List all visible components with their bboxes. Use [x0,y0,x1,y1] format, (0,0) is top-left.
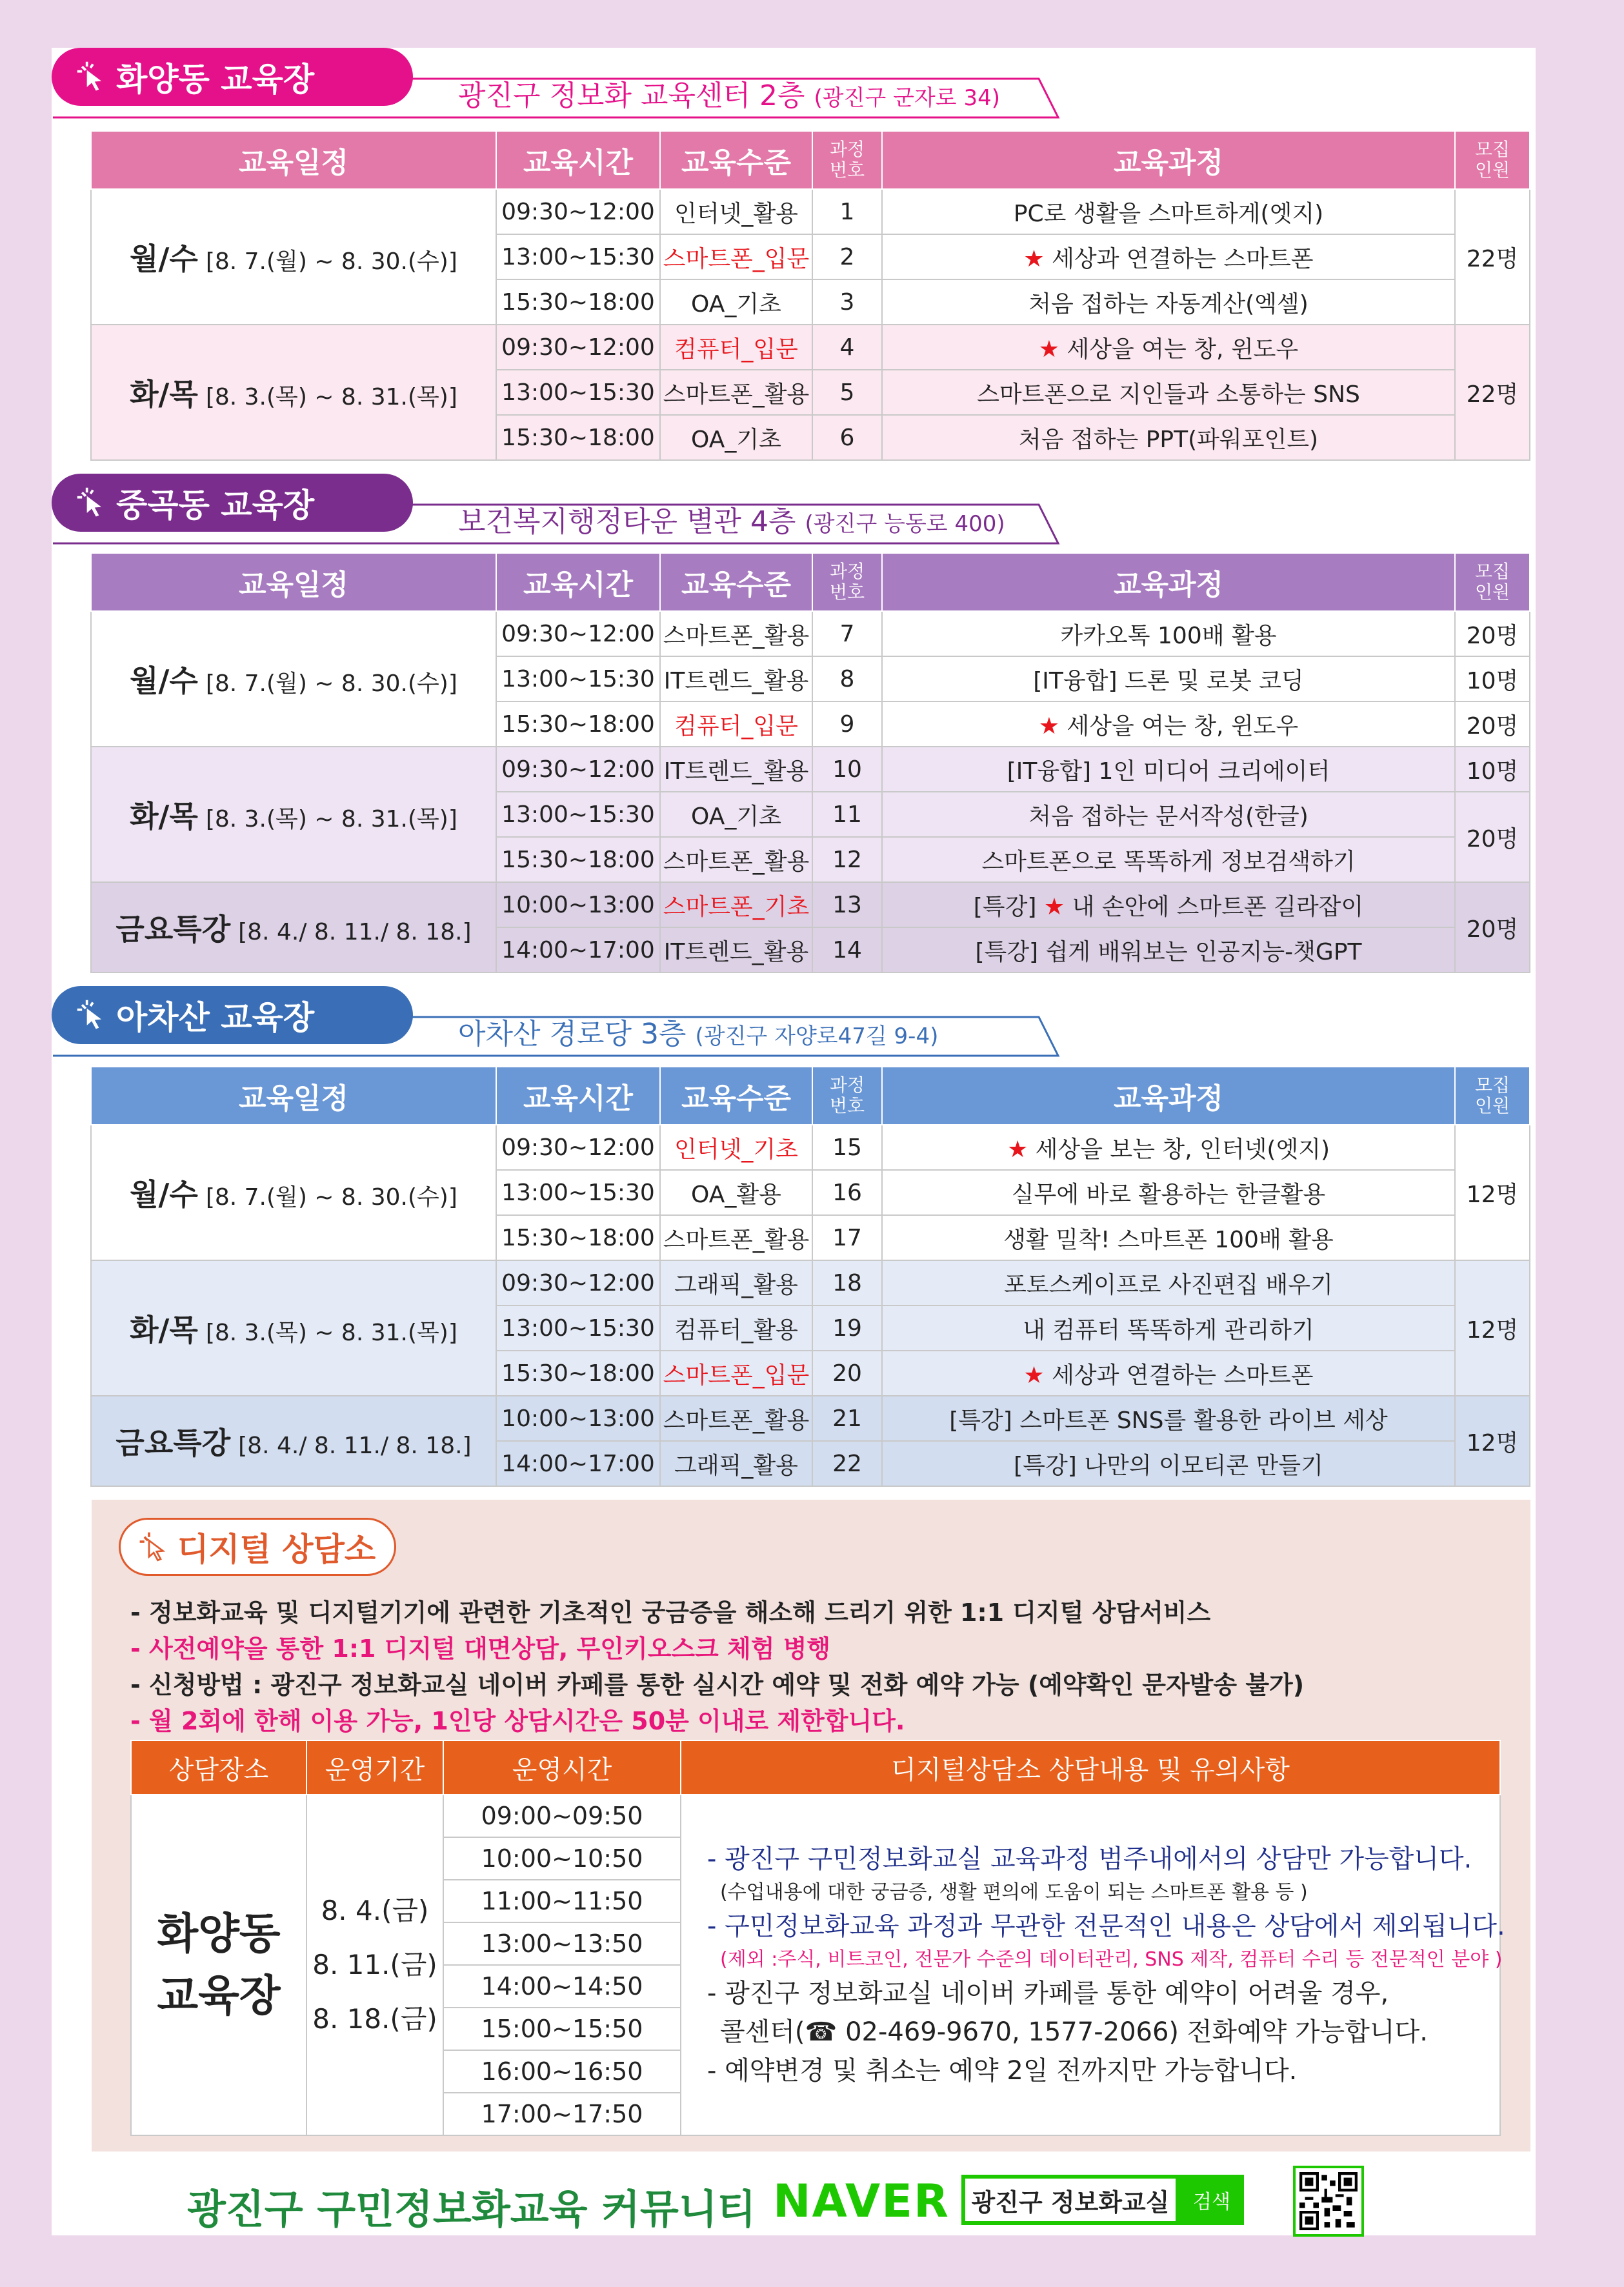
time-cell: 09:30~12:00 [496,189,660,234]
section-name: 화양동 교육장 [116,61,315,98]
consult-title [119,1518,396,1576]
course-cell [882,325,1455,370]
course-no-cell: 5 [812,370,882,415]
course-title: 스마트폰으로 똑똑하게 정보검색하기 [981,848,1356,875]
schedule-cell [91,747,496,882]
consult-header-place: 상담장소 [131,1740,306,1795]
consult-time-cell: 13:00~13:50 [443,1922,681,1965]
time-cell: 09:30~12:00 [496,325,660,370]
header-schedule: 교육일정 [91,131,496,189]
course-cell [882,882,1455,927]
course-title: 처음 접하는 자동계산(엑셀) [1028,290,1308,317]
course-title: 세상을 보는 창, 인터넷(엣지) [1035,1136,1330,1163]
header-course: 교육과정 [882,1067,1455,1125]
header-level: 교육수준 [660,1067,812,1125]
course-cell [882,1396,1455,1441]
star-icon: ★ [1043,893,1065,920]
level-cell: IT트렌드_활용 [660,927,812,972]
course-title: 실무에 바로 활용하는 한글활용 [1011,1181,1326,1208]
course-title: 포토스케이프로 사진편집 배우기 [1004,1271,1333,1298]
course-title: 세상을 여는 창, 윈도우 [1067,336,1299,363]
capacity-cell: 12명 [1455,1260,1530,1396]
consult-note: - 광진구 정보화교실 네이버 카페를 통한 예약이 어려울 경우, [707,1979,1389,2008]
address-text: (광진구 능동로 400) [805,511,1005,537]
time-cell: 13:00~15:30 [496,1170,660,1215]
day-label: 금요특강 [115,912,231,947]
course-title: [특강] ★ 내 손안에 스마트폰 길라잡이 [973,893,1364,920]
consult-note: - 광진구 구민정보화교실 교육과정 범주내에서의 상담만 가능합니다. [707,1844,1472,1874]
location-text: 광진구 정보화 교육센터 2층 [458,79,805,112]
consult-time-cell: 10:00~10:50 [443,1837,681,1880]
schedule-cell [91,882,496,972]
consult-line: - 사전예약을 통한 1:1 디지털 대면상담, 무인키오스크 체험 병행 [130,1635,831,1663]
schedule-cell [91,1260,496,1396]
course-title: 세상과 연결하는 스마트폰 [1052,1362,1314,1389]
course-no-cell: 21 [812,1396,882,1441]
level-cell: 스마트폰_활용 [660,1215,812,1260]
course-no-cell: 14 [812,927,882,972]
location-text: 아차산 경로당 3층 [458,1018,687,1051]
consult-notes-cell [681,1795,1505,2135]
header-schedule: 교육일정 [91,1067,496,1125]
course-no-cell: 4 [812,325,882,370]
table-row [91,1396,1530,1441]
time-cell: 15:30~18:00 [496,1215,660,1260]
time-cell: 15:30~18:00 [496,837,660,882]
course-cell [882,747,1455,792]
course-title: 세상을 여는 창, 윈도우 [1067,712,1299,740]
time-cell: 09:30~12:00 [496,1260,660,1305]
time-cell: 09:30~12:00 [496,611,660,656]
level-cell: 인터넷_기초 [660,1125,812,1170]
consult-period-cell: 8. 4.(금) 8. 11.(금) 8. 18.(금) [306,1795,443,2135]
day-label: 월/수 [130,663,198,698]
header-course-no: 과정 번호 [812,1067,882,1125]
course-title: 카카오톡 100배 활용 [1060,622,1277,649]
schedule-table-junggok [90,552,1530,973]
schedule-cell [91,325,496,460]
course-title: 처음 접하는 문서작성(한글) [1028,803,1308,830]
course-no-cell: 17 [812,1215,882,1260]
consult-place-cell: 화양동 교육장 [131,1795,306,2135]
course-title: 스마트폰으로 지인들과 소통하는 SNS [977,381,1360,408]
cursor-click-icon [137,1530,172,1565]
course-no-cell: 22 [812,1441,882,1486]
course-cell [882,656,1455,701]
section-title-junggok [52,474,413,532]
course-cell [882,189,1455,234]
qr-code-image [1299,2172,1358,2230]
section-title-hwayang [52,48,413,106]
time-cell: 15:30~18:00 [496,701,660,747]
capacity-cell: 10명 [1455,656,1530,701]
section-name: 중곡동 교육장 [116,487,315,524]
course-title: 세상과 연결하는 스마트폰 [1052,245,1314,272]
consult-time-cell: 16:00~16:50 [443,2050,681,2093]
schedule-table-achasan [90,1066,1530,1487]
consult-line: - 월 2회에 한해 이용 가능, 1인당 상담시간은 50분 이내로 제한합니다. [130,1707,905,1735]
level-cell: 스마트폰_기초 [660,882,812,927]
date-range: [8. 7.(월) ~ 8. 30.(수)] [205,1184,457,1211]
time-cell: 13:00~15:30 [496,792,660,837]
day-label: 화/목 [130,799,198,834]
level-cell: OA_활용 [660,1170,812,1215]
level-cell: 스마트폰_활용 [660,370,812,415]
capacity-cell: 22명 [1455,189,1530,325]
star-icon: ★ [1038,712,1067,740]
course-title: PC로 생활을 스마트하게(엣지) [1013,200,1324,227]
course-cell [882,279,1455,325]
header-time: 교육시간 [496,553,660,611]
table-row [91,1125,1530,1170]
date-range: [8. 7.(월) ~ 8. 30.(수)] [205,670,457,697]
consult-header-period: 운영기간 [306,1740,443,1795]
level-cell: 컴퓨터_활용 [660,1305,812,1351]
header-schedule: 교육일정 [91,553,496,611]
star-icon: ★ [1023,245,1052,272]
cursor-click-icon [75,998,111,1034]
section-header-hwayang [52,48,1478,119]
consult-time-cell: 17:00~17:50 [443,2093,681,2135]
date-range: [8. 3.(목) ~ 8. 31.(목)] [205,806,457,832]
course-cell [882,1170,1455,1215]
level-cell: OA_기초 [660,792,812,837]
consult-title-text: 디지털 상담소 [177,1531,376,1568]
table-row [91,325,1530,370]
header-level: 교육수준 [660,553,812,611]
course-cell [882,1351,1455,1396]
level-cell: 그래픽_활용 [660,1260,812,1305]
time-cell: 15:30~18:00 [496,279,660,325]
time-cell: 10:00~13:00 [496,1396,660,1441]
day-label: 금요특강 [115,1426,231,1460]
level-cell: 스마트폰_활용 [660,611,812,656]
table-row [91,189,1530,234]
day-label: 월/수 [130,241,198,276]
footer [52,2171,1536,2242]
star-icon: ★ [1038,336,1067,363]
course-title: [특강] 스마트폰 SNS를 활용한 라이브 세상 [949,1407,1388,1434]
section-title-achasan [52,986,413,1044]
capacity-cell: 20명 [1455,882,1530,972]
level-cell: 스마트폰_입문 [660,234,812,279]
course-cell [882,1260,1455,1305]
consult-time-cell: 15:00~15:50 [443,2008,681,2050]
capacity-cell: 20명 [1455,611,1530,656]
course-cell [882,370,1455,415]
level-cell: 컴퓨터_입문 [660,325,812,370]
section-name: 아차산 교육장 [116,999,315,1036]
schedule-cell [91,611,496,747]
course-cell [882,792,1455,837]
course-no-cell: 1 [812,189,882,234]
header-course: 교육과정 [882,553,1455,611]
time-cell: 13:00~15:30 [496,234,660,279]
star-icon: ★ [1023,1362,1052,1389]
course-cell [882,234,1455,279]
consult-time-cell: 14:00~14:50 [443,1965,681,2008]
capacity-cell: 20명 [1455,792,1530,882]
capacity-cell: 12명 [1455,1396,1530,1486]
header-capacity: 모집 인원 [1455,1067,1530,1125]
consult-note: - 구민정보화교육 과정과 무관한 전문적인 내용은 상담에서 제외됩니다. [707,1911,1505,1941]
course-cell [882,611,1455,656]
section-header-achasan [52,986,1478,1057]
date-range: [8. 7.(월) ~ 8. 30.(수)] [205,248,457,275]
level-cell: OA_기초 [660,279,812,325]
day-label: 화/목 [130,1313,198,1347]
course-title: [IT융합] 1인 미디어 크리에이터 [1007,758,1330,785]
consult-time-cell: 09:00~09:50 [443,1795,681,1837]
consult-note: 콜센터(☎ 02-469-9670, 1577-2066) 전화예약 가능합니다. [720,2017,1428,2047]
schedule-cell [91,1125,496,1260]
course-title: 생활 밀착! 스마트폰 100배 활용 [1003,1226,1334,1253]
course-no-cell: 7 [812,611,882,656]
day-label: 화/목 [130,377,198,412]
address-text: (광진구 자양로47길 9-4) [695,1023,939,1049]
time-cell: 09:30~12:00 [496,1125,660,1170]
level-cell: IT트렌드_활용 [660,656,812,701]
course-cell [882,415,1455,460]
course-no-cell: 19 [812,1305,882,1351]
cursor-click-icon [75,485,111,521]
course-no-cell: 2 [812,234,882,279]
header-level: 교육수준 [660,131,812,189]
course-no-cell: 16 [812,1170,882,1215]
level-cell: 인터넷_활용 [660,189,812,234]
header-capacity: 모집 인원 [1455,553,1530,611]
date-range: [8. 4./ 8. 11./ 8. 18.] [238,919,472,945]
naver-logo: NAVER [773,2175,950,2228]
table-row [91,747,1530,792]
course-no-cell: 13 [812,882,882,927]
location-text: 보건복지행정타운 별관 4층 [458,505,796,538]
day-label: 월/수 [130,1177,198,1212]
consult-note: - 예약변경 및 취소는 예약 2일 전까지만 가능합니다. [707,2056,1298,2086]
consult-table [130,1740,1505,2136]
consult-note: (수업내용에 대한 궁금증, 생활 편의에 도움이 되는 스마트폰 활용 등 ) [720,1881,1308,1904]
capacity-cell: 22명 [1455,325,1530,460]
flyer-page [52,48,1536,2235]
consult-header-notes: 디지털상담소 상담내용 및 유의사항 [681,1740,1500,1795]
footer-title: 광진구 구민정보화교육 커뮤니티 [187,2186,756,2233]
schedule-cell [91,189,496,325]
course-no-cell: 3 [812,279,882,325]
consult-header-time: 운영시간 [443,1740,681,1795]
section-location [458,1011,938,1052]
course-title: [IT융합] 드론 및 로봇 코딩 [1033,667,1304,694]
table-row [91,882,1530,927]
course-cell [882,1125,1455,1170]
capacity-cell: 10명 [1455,747,1530,792]
level-cell: 컴퓨터_입문 [660,701,812,747]
level-cell: 스마트폰_활용 [660,1396,812,1441]
time-cell: 14:00~17:00 [496,927,660,972]
section-location [458,498,1005,539]
schedule-table-hwayang [90,130,1530,461]
course-cell [882,1305,1455,1351]
capacity-cell: 20명 [1455,701,1530,747]
section-header-junggok [52,474,1478,545]
digital-consult-section [92,1500,1530,2151]
level-cell: OA_기초 [660,415,812,460]
course-cell [882,837,1455,882]
course-no-cell: 18 [812,1260,882,1305]
course-cell [882,701,1455,747]
header-course-no: 과정 번호 [812,131,882,189]
consult-note: (제외 :주식, 비트코인, 전문가 수준의 데이터관리, SNS 제작, 컴퓨터 수리 등 전문적인 분야 ) [720,1948,1503,1971]
level-cell: 그래픽_활용 [660,1441,812,1486]
star-icon: ★ [1007,1136,1036,1163]
course-cell [882,927,1455,972]
time-cell: 14:00~17:00 [496,1441,660,1486]
cursor-click-icon [75,59,111,96]
consult-time-cell: 11:00~11:50 [443,1880,681,1922]
course-no-cell: 6 [812,415,882,460]
naver-search-button[interactable]: 검색 [1179,2175,1244,2225]
course-title: 처음 접하는 PPT(파워포인트) [1018,426,1319,453]
consult-line: - 신청방법 : 광진구 정보화교실 네이버 카페를 통한 실시간 예약 및 전화 예약 가능 (예약확인 문자발송 불가) [130,1671,1305,1699]
table-row [91,1260,1530,1305]
course-no-cell: 8 [812,656,882,701]
header-course: 교육과정 [882,131,1455,189]
header-capacity: 모집 인원 [1455,131,1530,189]
course-title: [특강] 쉽게 배워보는 인공지능-챗GPT [975,938,1362,965]
course-no-cell: 10 [812,747,882,792]
course-cell [882,1215,1455,1260]
time-cell: 13:00~15:30 [496,370,660,415]
course-title: 내 컴퓨터 똑똑하게 관리하기 [1023,1316,1314,1344]
header-course-no: 과정 번호 [812,553,882,611]
schedule-cell [91,1396,496,1486]
time-cell: 15:30~18:00 [496,415,660,460]
time-cell: 15:30~18:00 [496,1351,660,1396]
date-range: [8. 4./ 8. 11./ 8. 18.] [238,1433,472,1459]
course-no-cell: 15 [812,1125,882,1170]
course-no-cell: 11 [812,792,882,837]
capacity-cell: 12명 [1455,1125,1530,1260]
naver-search-box[interactable]: 광진구 정보화교실 [961,2175,1179,2225]
header-time: 교육시간 [496,131,660,189]
consult-row [131,1795,1500,1837]
level-cell: 스마트폰_입문 [660,1351,812,1396]
course-cell [882,1441,1455,1486]
date-range: [8. 3.(목) ~ 8. 31.(목)] [205,1320,457,1346]
time-cell: 10:00~13:00 [496,882,660,927]
header-time: 교육시간 [496,1067,660,1125]
section-location [458,72,1000,114]
course-no-cell: 12 [812,837,882,882]
course-no-cell: 9 [812,701,882,747]
level-cell: 스마트폰_활용 [660,837,812,882]
date-range: [8. 3.(목) ~ 8. 31.(목)] [205,384,457,410]
time-cell: 09:30~12:00 [496,747,660,792]
level-cell: IT트렌드_활용 [660,747,812,792]
time-cell: 13:00~15:30 [496,656,660,701]
table-row [91,611,1530,656]
consult-line: - 정보화교육 및 디지털기기에 관련한 기초적인 궁금증을 해소해 드리기 위한 1:1 디지털 상담서비스 [130,1598,1211,1627]
course-no-cell: 20 [812,1351,882,1396]
address-text: (광진구 군자로 34) [814,85,1000,111]
time-cell: 13:00~15:30 [496,1305,660,1351]
qr-code[interactable] [1293,2166,1364,2237]
course-title: [특강] 나만의 이모티콘 만들기 [1014,1452,1323,1479]
